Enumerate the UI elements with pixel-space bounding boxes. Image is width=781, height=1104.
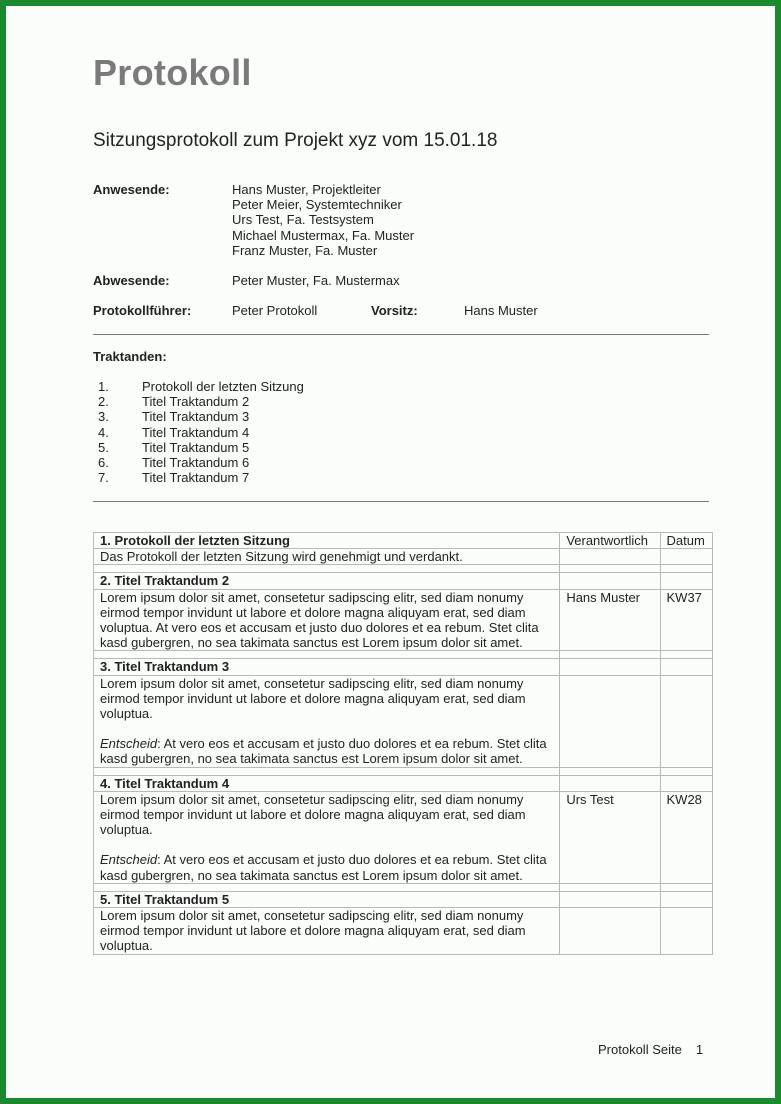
decision-text — [100, 736, 553, 766]
responsible-cell — [560, 549, 660, 565]
chair-value: Hans Muster — [464, 303, 538, 318]
attendees-label: Anwesende: — [93, 182, 170, 197]
minutes-table — [93, 532, 713, 955]
date-cell: KW37 — [660, 589, 712, 651]
minutes-taker-value: Peter Protokoll — [232, 303, 318, 318]
divider — [93, 501, 709, 502]
agenda-item-number: 7. — [98, 470, 109, 486]
table-spacer-row — [94, 767, 713, 775]
table-row — [94, 549, 713, 565]
table-row — [94, 791, 713, 883]
section-heading: 1. Protokoll der letzten Sitzung — [94, 533, 560, 549]
absent-label: Abwesende: — [93, 273, 170, 288]
responsible-cell: Urs Test — [560, 791, 660, 883]
agenda-item-text: Titel Traktandum 5 — [142, 439, 250, 455]
table-spacer-row — [94, 651, 713, 659]
decision-label: Entscheid — [100, 736, 158, 752]
agenda-item-number: 1. — [98, 379, 109, 394]
table-row — [94, 908, 713, 955]
agenda-item-text: Titel Traktandum 3 — [142, 409, 250, 425]
agenda-label: Traktanden: — [93, 349, 167, 364]
agenda-item-number: 6. — [98, 454, 109, 470]
date-cell: KW28 — [660, 791, 712, 883]
table-row — [94, 775, 713, 791]
responsible-cell — [560, 675, 660, 767]
section-body: Lorem ipsum dolor sit amet, consetetur sadipscing elitr, sed diam nonumy eirmod tempor invidunt ut labore et dolore magna aliquyam erat, sed diam voluptua. — [100, 791, 526, 838]
table-row — [94, 675, 713, 767]
section-body: Lorem ipsum dolor sit amet, consetetur sadipscing elitr, sed diam nonumy eirmod tempor invidunt ut labore et dolore magna aliquyam erat, sed diam voluptua. At vero eos et accusam et justo duo dolores et ea rebum. Stet clita kasd gubergren, no sea takimata sanctus est Lorem ipsum dolor sit amet. — [94, 589, 560, 651]
page-footer — [598, 1042, 703, 1057]
decision-body: : At vero eos et accusam et justo duo dolores et ea rebum. Stet clita kasd gubergren, no sea takimata sanctus est Lorem ipsum dolor sit amet. — [100, 852, 547, 883]
agenda-item-number: 5. — [98, 439, 109, 455]
agenda-item-number: 2. — [98, 394, 109, 410]
attendee: Michael Mustermax, Fa. Muster — [232, 227, 415, 243]
section-heading: 4. Titel Traktandum 4 — [94, 775, 560, 791]
document-page — [6, 6, 775, 1098]
attendees-list — [232, 182, 414, 258]
agenda-item-number: 4. — [98, 424, 109, 440]
date-cell — [660, 549, 712, 565]
section-heading: 2. Titel Traktandum 2 — [94, 573, 560, 589]
document-title: Protokoll — [93, 52, 252, 93]
agenda-item-number: 3. — [98, 409, 109, 425]
agenda-item-text: Titel Traktandum 6 — [142, 454, 250, 470]
decision-text — [100, 852, 553, 882]
date-cell — [660, 908, 712, 955]
attendee: Hans Muster, Projektleiter — [232, 182, 381, 197]
agenda-item-text: Protokoll der letzten Sitzung — [142, 379, 304, 394]
section-content — [94, 675, 560, 767]
minutes-taker-label: Protokollführer: — [93, 303, 192, 318]
column-header-responsible: Verantwortlich — [560, 533, 660, 549]
section-body: Lorem ipsum dolor sit amet, consetetur sadipscing elitr, sed diam nonumy eirmod tempor invidunt ut labore et dolore magna aliquyam erat, sed diam voluptua. — [94, 908, 560, 955]
absent-value: Peter Muster, Fa. Mustermax — [232, 273, 400, 288]
agenda-item-text: Titel Traktandum 7 — [142, 470, 250, 486]
section-body: Lorem ipsum dolor sit amet, consetetur sadipscing elitr, sed diam nonumy eirmod tempor invidunt ut labore et dolore magna aliquyam erat, sed diam voluptua. — [100, 675, 526, 722]
responsible-cell — [560, 908, 660, 955]
table-row — [94, 573, 713, 589]
agenda-item-text: Titel Traktandum 2 — [142, 394, 250, 410]
divider — [93, 334, 709, 335]
section-heading: 5. Titel Traktandum 5 — [94, 891, 560, 907]
attendee: Peter Meier, Systemtechniker — [232, 197, 402, 213]
section-content — [94, 791, 560, 883]
document-subtitle: Sitzungsprotokoll zum Projekt xyz vom 15.01.18 — [93, 130, 498, 151]
attendee: Franz Muster, Fa. Muster — [232, 242, 378, 258]
attendee: Urs Test, Fa. Testsystem — [232, 212, 374, 228]
decision-body: : At vero eos et accusam et justo duo dolores et ea rebum. Stet clita kasd gubergren, no sea takimata sanctus est Lorem ipsum dolor sit amet. — [100, 736, 547, 767]
table-spacer-row — [94, 565, 713, 573]
agenda-item-text: Titel Traktandum 4 — [142, 424, 250, 440]
responsible-cell: Hans Muster — [560, 589, 660, 651]
chair-label: Vorsitz: — [371, 303, 418, 318]
table-row — [94, 589, 713, 651]
table-row — [94, 533, 713, 549]
section-heading: 3. Titel Traktandum 3 — [94, 659, 560, 675]
table-row — [94, 891, 713, 907]
footer-label: Protokoll Seite — [598, 1042, 682, 1057]
table-row — [94, 659, 713, 675]
decision-label: Entscheid — [100, 852, 158, 868]
section-body: Das Protokoll der letzten Sitzung wird genehmigt und verdankt. — [94, 549, 560, 565]
table-spacer-row — [94, 883, 713, 891]
column-header-date: Datum — [660, 533, 712, 549]
page-number: 1 — [695, 1042, 704, 1057]
date-cell — [660, 675, 712, 767]
